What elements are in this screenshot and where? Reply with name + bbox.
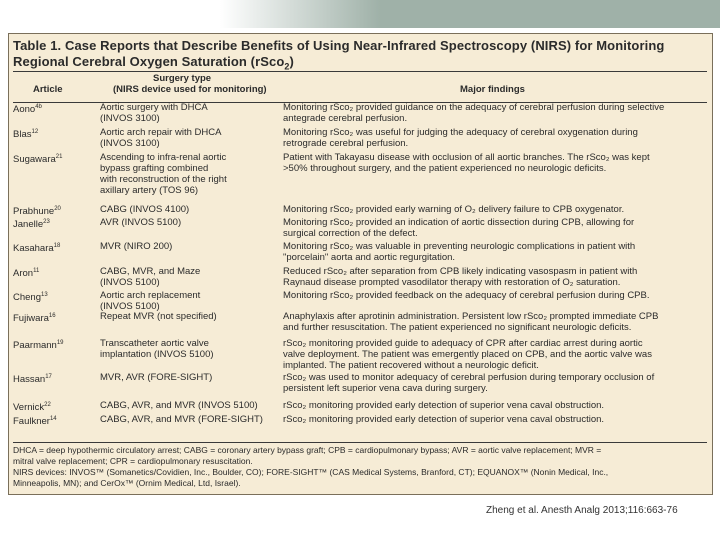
header-surgery-line1: Surgery type bbox=[153, 73, 212, 84]
row-article-ref: 4b bbox=[35, 104, 42, 110]
row-article-name: Sugawara bbox=[13, 154, 56, 166]
row-article-ref: 23 bbox=[43, 219, 50, 225]
row-article-ref: 18 bbox=[53, 243, 61, 249]
citation-text: Zheng et al. Anesth Analg 2013;116:663-76 bbox=[486, 505, 678, 516]
row-article bbox=[13, 127, 91, 140]
footnote-line3: NIRS devices: INVOS™ (Somanetics/Covidien, Inc., Boulder, CO); FORE-SIGHT™ (CAS Medical Systems, Branford, CT); EQUANOX™ (Nonin Medical, Inc., bbox=[13, 467, 609, 477]
row-surgery-type: MVR (NIRO 200) bbox=[100, 241, 173, 252]
header-surgery-line2: (NIRS device used for monitoring) bbox=[113, 84, 267, 95]
row-major-findings: Monitoring rSco₂ provided early warning of O₂ delivery failure to CPB oxygenator. bbox=[283, 204, 625, 215]
table-footnotes bbox=[13, 445, 707, 489]
row-surgery-type: CABG, AVR, and MVR (INVOS 5100) bbox=[100, 400, 258, 411]
row-major-findings: Monitoring rSco₂ was useful for judging the adequacy of cerebral oxygenation during retrograde cerebral perfusion. bbox=[283, 127, 638, 149]
row-surgery-type: Aortic arch repair with DHCA (INVOS 3100) bbox=[100, 127, 222, 149]
row-article-ref: 17 bbox=[45, 374, 52, 380]
row-major-findings: rSco₂ was used to monitor adequacy of cerebral perfusion during temporary occlusion of persistent left superior vena cava during surgery. bbox=[283, 372, 655, 394]
row-surgery-type: AVR (INVOS 5100) bbox=[100, 217, 182, 228]
row-article bbox=[13, 400, 91, 413]
row-article-name: Janelle bbox=[13, 219, 44, 231]
row-article-name: Paarmann bbox=[13, 340, 57, 352]
row-major-findings: Monitoring rSco₂ provided guidance on the adequacy of cerebral perfusion during selective antegrade cerebral perfusion. bbox=[283, 102, 665, 124]
row-article-name: Aono bbox=[13, 104, 36, 116]
row-article bbox=[13, 266, 91, 279]
row-article-ref: 13 bbox=[41, 292, 48, 298]
table-header bbox=[13, 71, 707, 103]
row-article bbox=[13, 152, 91, 165]
row-major-findings: Reduced rSco₂ after separation from CPB likely indicating vasospasm in patient with Raynaud disease prompted vasodilator therapy with restoration of O₂ saturation. bbox=[283, 266, 638, 288]
row-article-ref: 16 bbox=[48, 313, 56, 319]
slide-accent-band bbox=[0, 0, 720, 28]
case-reports-table bbox=[8, 33, 713, 495]
row-article-name: Vernick bbox=[13, 402, 45, 414]
row-surgery-type: Repeat MVR (not specified) bbox=[100, 311, 217, 322]
row-article bbox=[13, 102, 91, 115]
footnote-line2: mitral valve replacement; CPR = cardiopulmonary resuscitation. bbox=[13, 456, 253, 466]
row-article bbox=[13, 241, 91, 254]
row-major-findings: Monitoring rSco₂ provided an indication of aortic dissection during CPB, allowing for surgical correction of the defect. bbox=[283, 217, 635, 239]
row-surgery-type: CABG, AVR, and MVR (FORE-SIGHT) bbox=[100, 414, 263, 425]
slide-top-bar bbox=[0, 0, 720, 28]
row-article-name: Cheng bbox=[13, 292, 41, 304]
row-major-findings: Patient with Takayasu disease with occlusion of all aortic branches. The rSco₂ was kept >50% throughout surgery, and the patient experienced no neurologic deficits. bbox=[283, 152, 650, 174]
row-article-ref: 14 bbox=[49, 416, 57, 422]
header-findings: Major findings bbox=[460, 84, 525, 95]
row-article bbox=[13, 311, 91, 324]
row-surgery-type: Aortic surgery with DHCA (INVOS 3100) bbox=[100, 102, 208, 124]
table-title-line1: Table 1. Case Reports that Describe Benefits of Using Near-Infrared Spectroscopy (NIRS) for Monitoring bbox=[13, 38, 665, 53]
row-surgery-type: Transcatheter aortic valve implantation (INVOS 5100) bbox=[100, 338, 214, 360]
row-article bbox=[13, 204, 91, 217]
row-article bbox=[13, 290, 91, 303]
row-major-findings: rSco₂ monitoring provided early detection of superior vena caval obstruction. bbox=[283, 400, 605, 411]
row-article-name: Kasahara bbox=[13, 243, 54, 255]
row-article-ref: 22 bbox=[44, 402, 51, 408]
row-major-findings: Anaphylaxis after aprotinin administration. Persistent low rSco₂ prompted immediate CPB and further resuscitation. The patient experienced no significant neurologic deficits. bbox=[283, 311, 659, 333]
row-article-ref: 20 bbox=[54, 206, 61, 212]
footnote-line1: DHCA = deep hypothermic circulatory arrest; CABG = coronary artery bypass graft; CPB = cardiopulmonary bypass; AVR = aortic valve replacement; MVR = bbox=[13, 445, 602, 455]
slide-canvas bbox=[0, 28, 720, 540]
row-article-name: Aron bbox=[13, 268, 34, 280]
table-title bbox=[13, 38, 708, 75]
row-surgery-type: Ascending to infra-renal aortic bypass grafting combined with reconstruction of the right axillary artery (TOS 96) bbox=[100, 152, 227, 196]
row-article-name: Faulkner bbox=[13, 416, 50, 428]
row-surgery-type: CABG, MVR, and Maze (INVOS 5100) bbox=[100, 266, 201, 288]
row-major-findings: rSco₂ monitoring provided guide to adequacy of CPR after cardiac arrest during aortic valve deployment. The patient was emergently placed on CPB, and the aortic valve was implanted. The patient recovered without a neurologic deficit. bbox=[283, 338, 652, 371]
row-major-findings: rSco₂ monitoring provided early detection of superior vena caval obstruction. bbox=[283, 414, 605, 425]
row-article bbox=[13, 372, 91, 385]
row-article-name: Fujiwara bbox=[13, 313, 49, 325]
row-article bbox=[13, 217, 91, 230]
row-major-findings: Monitoring rSco₂ was valuable in preventing neurologic complications in patient with "porcelain" aorta and aortic regurgitation. bbox=[283, 241, 636, 263]
row-surgery-type: Aortic arch replacement (INVOS 5100) bbox=[100, 290, 201, 312]
row-article bbox=[13, 414, 91, 427]
row-article-ref: 19 bbox=[56, 340, 64, 346]
table-footer-rule bbox=[13, 442, 707, 443]
row-article-ref: 12 bbox=[31, 129, 39, 135]
row-article bbox=[13, 338, 91, 351]
row-surgery-type: CABG (INVOS 4100) bbox=[100, 204, 190, 215]
table-title-line2: Regional Cerebral Oxygen Saturation (rSco$_2$) bbox=[13, 54, 294, 72]
row-article-ref: 11 bbox=[33, 268, 40, 274]
row-article-name: Blas bbox=[13, 129, 32, 141]
row-major-findings: Monitoring rSco₂ provided feedback on the adequacy of cerebral perfusion during CPB. bbox=[283, 290, 650, 301]
row-article-name: Prabhune bbox=[13, 206, 55, 218]
footnote-line4: Minneapolis, MN); and CerOx™ (Ornim Medical, Ltd, Israel). bbox=[13, 478, 241, 488]
row-article-ref: 21 bbox=[55, 154, 63, 160]
row-article-name: Hassan bbox=[13, 374, 46, 386]
header-article: Article bbox=[33, 84, 63, 95]
row-surgery-type: MVR, AVR (FORE-SIGHT) bbox=[100, 372, 213, 383]
